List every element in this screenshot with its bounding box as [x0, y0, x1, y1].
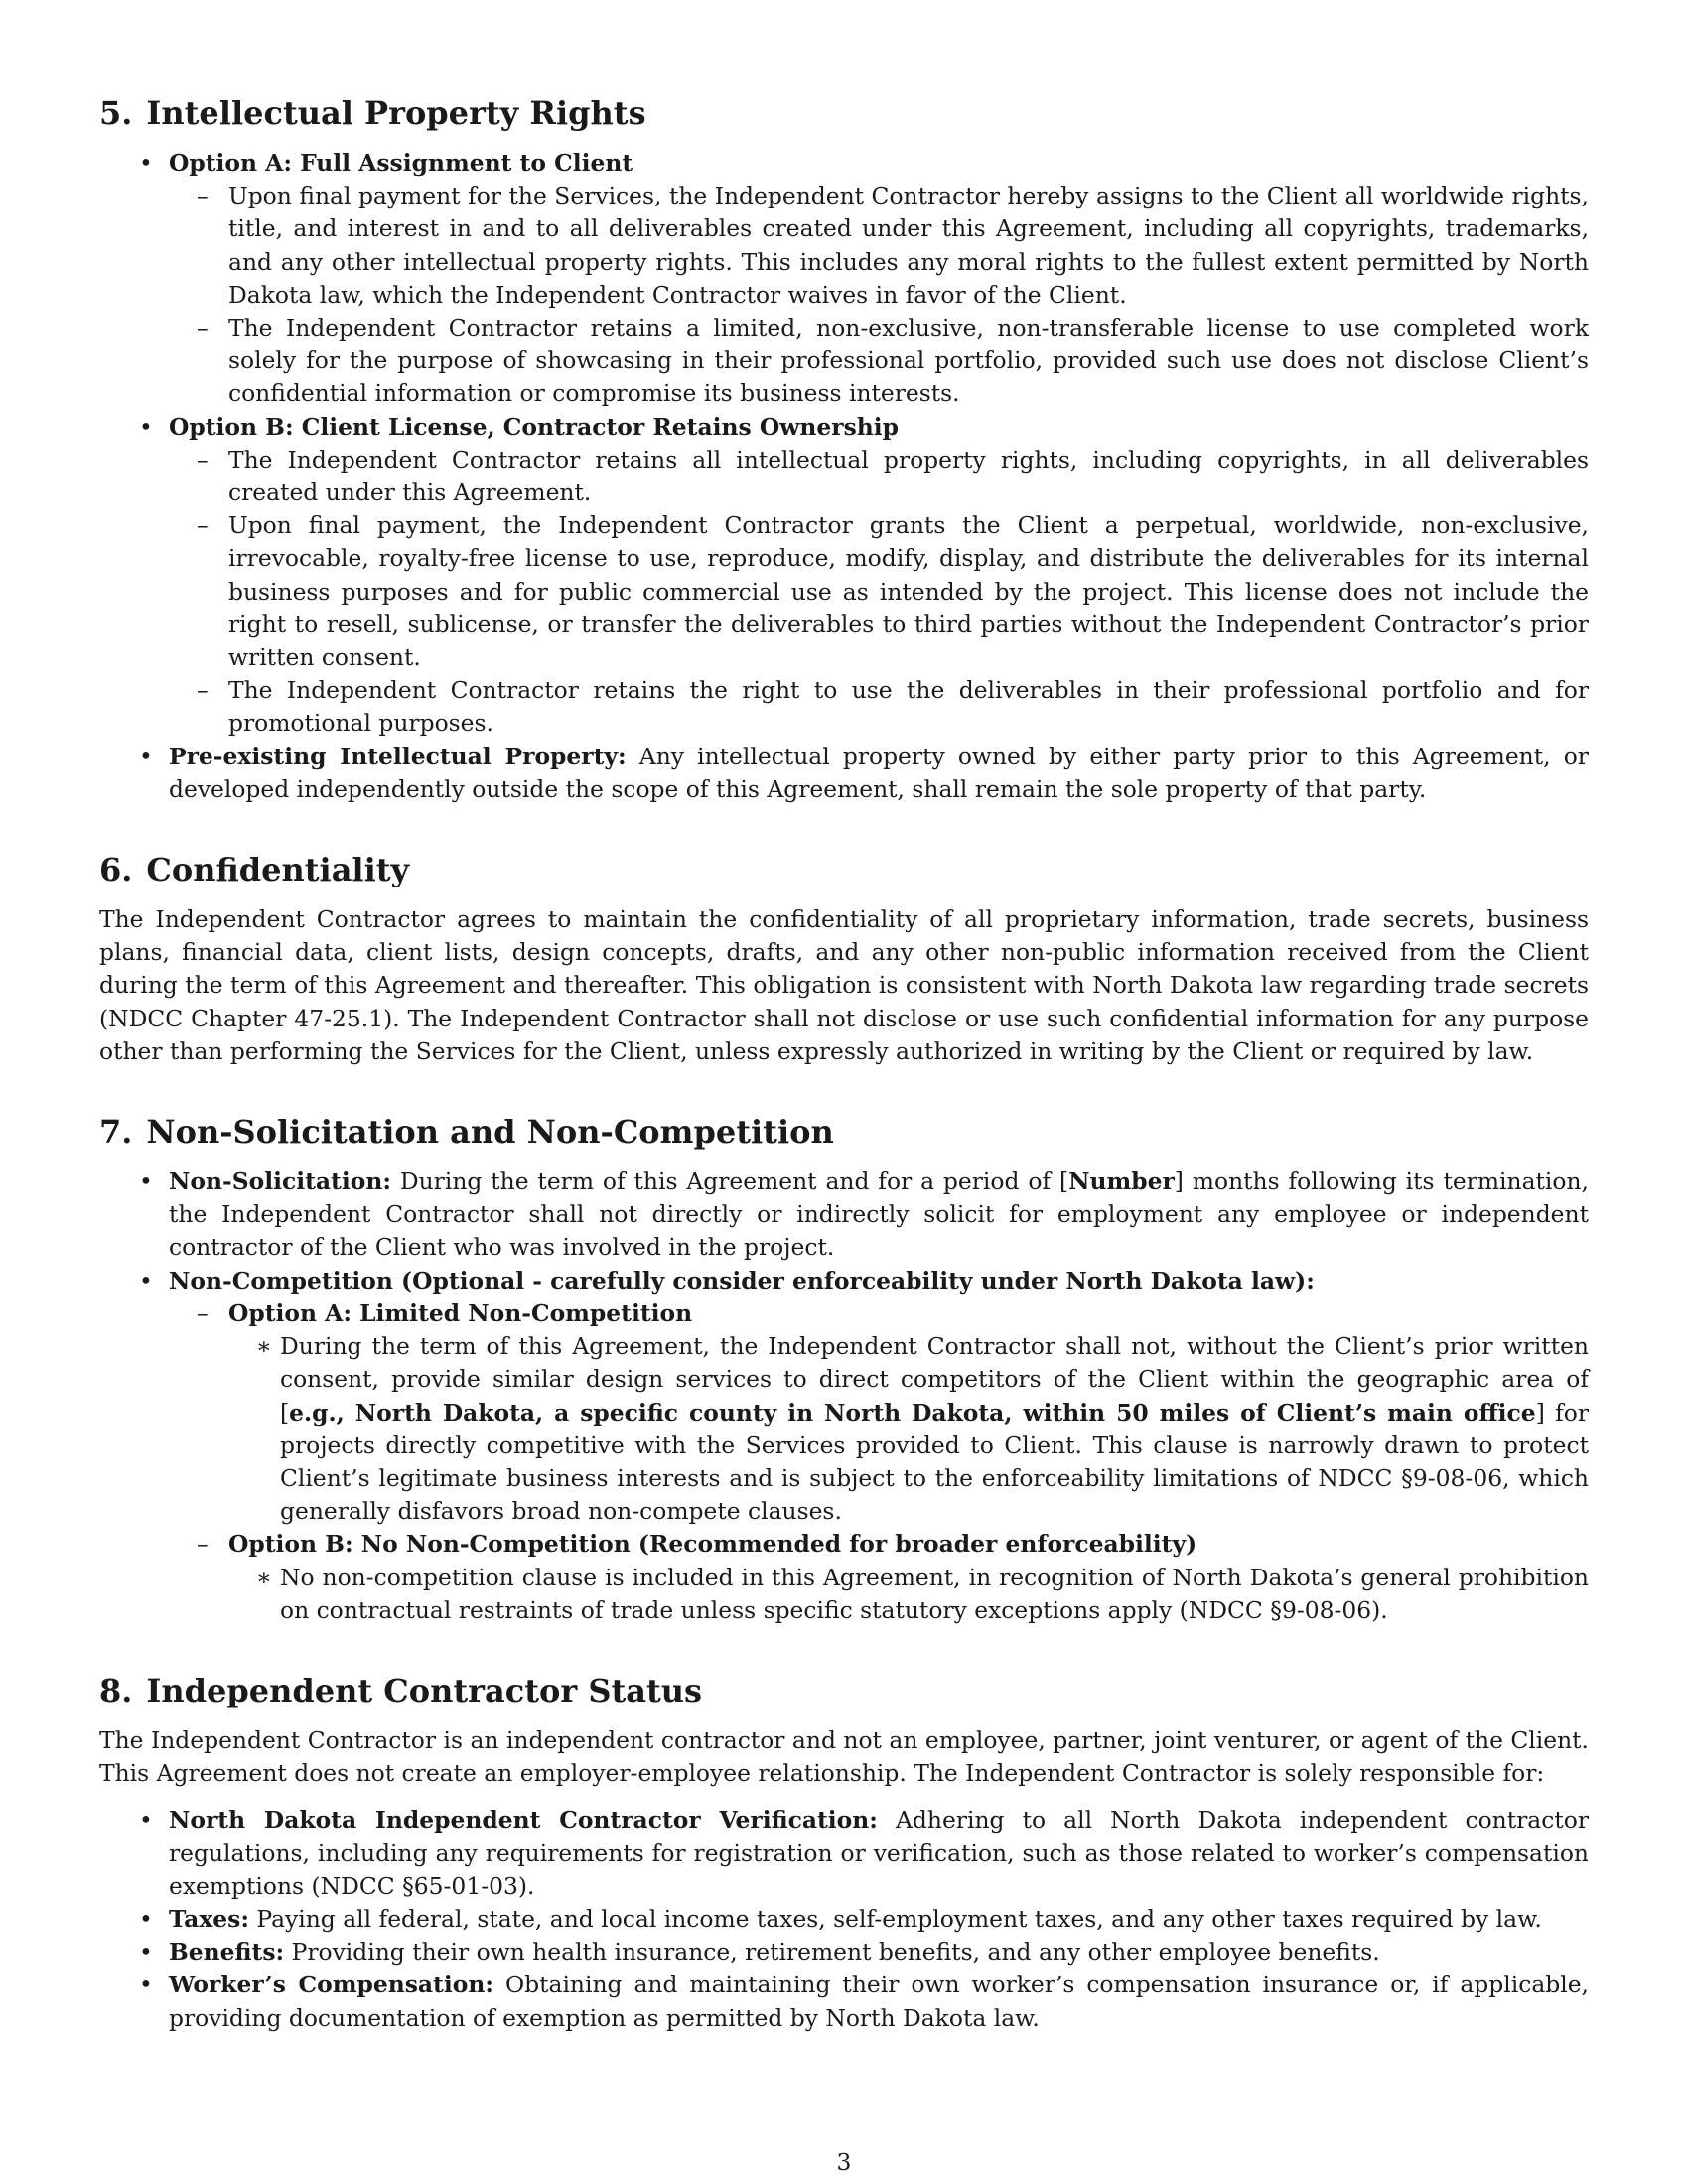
- option-a-detail-list: [228, 1330, 1589, 1528]
- page-number: 3: [836, 2148, 852, 2176]
- section-non-solicitation: [99, 1110, 1589, 1627]
- item-label: Worker’s Compensation:: [169, 1971, 493, 1999]
- list-item: – Upon final payment, the Independent Contractor grants the Client a perpetual, worldwide, non-exclusive, irrevocable, royalty-free license to use, reproduce, modify, display, and distribute the deliverables for its internal business purposes and for public commercial use as intended by the project. This license does not include the right to resell, sublicense, or transfer the deliverables to third parties without the Independent Contractor’s prior written consent.: [169, 509, 1589, 674]
- section-number: 6.: [99, 851, 133, 889]
- list-item: [99, 741, 1589, 806]
- list-item: ∗ During the term of this Agreement, the Independent Contractor shall not, without the Client’s prior written consent, provide similar design services to direct competitors of the Client within the geographic area of [e.g., North Dakota, a specific county in North Dakota, within 50 miles of Client’s main office] for projects directly competitive with the Services provided to Client. This clause is narrowly drawn to protect Client’s legitimate business interests and is subject to the enforceability limitations of NDCC §9-08-06, which generally disfavors broad non-compete clauses.: [228, 1330, 1589, 1528]
- preexisting-label: Pre-existing Intellectual Property:: [169, 742, 627, 770]
- section-heading: [99, 91, 1589, 135]
- section-title: Non-Solicitation and Non-Competition: [146, 1113, 834, 1152]
- non-competition-sublist: [169, 1297, 1589, 1627]
- contractor-status-intro: The Independent Contractor is an independent contractor and not an employee, partner, joint venturer, or agent of the Client. This Agreement does not create an employer-employee relationship. The Independent Contractor is solely responsible for:: [99, 1725, 1589, 1788]
- list-item: – The Independent Contractor retains all intellectual property rights, including copyrights, in all deliverables created under this Agreement.: [169, 444, 1589, 509]
- item-text: Adhering to all North Dakota independent contractor regulations, including any requirements for registration or verification, such as those related to worker’s compensation exemptions (NDCC §65-01-03).: [169, 1806, 1590, 1900]
- section-intellectual-property: [99, 91, 1589, 806]
- list-item: [99, 1903, 1589, 1936]
- option-a-title: Option A: Full Assignment to Client: [169, 149, 633, 177]
- option-b-sublist: [169, 444, 1589, 741]
- section-title: Intellectual Property Rights: [146, 94, 646, 132]
- section-number: 8.: [99, 1671, 133, 1709]
- option-b-title: Option B: Client License, Contractor Retains Ownership: [169, 412, 899, 441]
- section-title: Independent Contractor Status: [146, 1671, 703, 1709]
- item-label: Taxes:: [169, 1904, 249, 1933]
- list-item: [99, 411, 1589, 741]
- item-text: Obtaining and maintaining their own worker’s compensation insurance or, if applicable, providing documentation of exemption as permitted by North Dakota law.: [169, 1971, 1589, 2032]
- item-text: Paying all federal, state, and local income taxes, self-employment taxes, and any other taxes required by law.: [256, 1904, 1542, 1933]
- preexisting-text: Any intellectual property owned by either party prior to this Agreement, or developed independently outside the scope of this Agreement, shall remain the sole property of that party.: [169, 742, 1589, 803]
- non-solicitation-label: Non-Solicitation:: [169, 1167, 391, 1196]
- section-heading: [99, 848, 1589, 891]
- responsibilities-list: [99, 1804, 1589, 2034]
- option-a-title: Option A: Limited Non-Competition: [228, 1298, 693, 1327]
- list-item: [169, 1297, 1589, 1528]
- section-heading: [99, 1110, 1589, 1154]
- list-item: – The Independent Contractor retains the right to use the deliverables in their professional portfolio and for promotional purposes.: [169, 674, 1589, 740]
- option-b-title: Option B: No Non-Competition (Recommended for broader enforceability): [228, 1530, 1197, 1559]
- section-heading: [99, 1669, 1589, 1712]
- document-page: [99, 91, 1589, 2035]
- confidentiality-paragraph: The Independent Contractor agrees to maintain the confidentiality of all proprietary information, trade secrets, business plans, financial data, client lists, design concepts, drafts, and any other non-public information received from the Client during the term of this Agreement and thereafter. This obligation is consistent with North Dakota law regarding trade secrets (NDCC Chapter 47-25.1). The Independent Contractor shall not disclose or use such confidential information for any purpose other than performing the Services for the Client, unless expressly authorized in writing by the Client or required by law.: [99, 905, 1589, 1065]
- item-label: North Dakota Independent Contractor Verification:: [169, 1806, 878, 1835]
- number-placeholder: Number: [1068, 1167, 1175, 1196]
- non-solicitation-text: During the term of this Agreement and for a period of: [399, 1167, 1059, 1196]
- list-item: – Upon final payment for the Services, the Independent Contractor hereby assigns to the Client all worldwide rights, title, and interest in and to all deliverables created under this Agreement, including all copyrights, trademarks, and any other intellectual property rights. This includes any moral rights to the fullest extent permitted by North Dakota law, which the Independent Contractor waives in favor of the Client.: [169, 180, 1589, 312]
- list-item: – The Independent Contractor retains a limited, non-exclusive, non-transferable license to use completed work solely for the purpose of showcasing in their professional portfolio, provided such use does not disclose Client’s confidential information or compromise its business interests.: [169, 312, 1589, 411]
- non-solicitation-list: [99, 1165, 1589, 1627]
- geographic-area-placeholder: e.g., North Dakota, a specific county in North Dakota, within 50 miles of Client’s main office: [289, 1398, 1536, 1427]
- list-item: [99, 1969, 1589, 2034]
- section-title: Confidentiality: [146, 851, 410, 889]
- list-item: • Non-Solicitation: During the term of this Agreement and for a period of [Number] months following its termination, the Independent Contractor shall not directly or indirectly solicit for employment any employee or independent contractor of the Client who was involved in the project.: [99, 1165, 1589, 1265]
- non-solicitation-text-cont: months following its termination, the Independent Contractor shall not directly or indirectly solicit for employment any employee or independent contractor of the Client who was involved in the project.: [169, 1167, 1589, 1262]
- item-label: Benefits:: [169, 1938, 285, 1967]
- option-a-text: During the term of this Agreement, the Independent Contractor shall not, without the Client’s prior written consent, provide similar design services to direct competitors of the Client within the geographic area of: [280, 1332, 1589, 1394]
- list-item: ∗ No non-competition clause is included in this Agreement, in recognition of North Dakota’s general prohibition on contractual restraints of trade unless specific statutory exceptions apply (NDCC §9-08-06).: [228, 1562, 1589, 1627]
- option-a-text-cont: for projects directly competitive with the Services provided to Client. This clause is narrowly drawn to protect Client’s legitimate business interests and is subject to the enforceability limitations of NDCC §9-08-06, which generally disfavors broad non-compete clauses.: [280, 1398, 1589, 1526]
- non-competition-label: Non-Competition (Optional - carefully consider enforceability under North Dakota law):: [169, 1266, 1315, 1295]
- ip-options-list: [99, 147, 1589, 806]
- option-b-detail-list: [228, 1562, 1589, 1627]
- section-confidentiality: [99, 848, 1589, 1068]
- section-number: 5.: [99, 94, 133, 132]
- list-item: [99, 1265, 1589, 1627]
- section-number: 7.: [99, 1113, 133, 1152]
- section-contractor-status: [99, 1669, 1589, 2035]
- list-item: [99, 1936, 1589, 1969]
- list-item: [99, 1804, 1589, 1903]
- list-item: [99, 147, 1589, 411]
- option-a-sublist: [169, 180, 1589, 410]
- item-text: Providing their own health insurance, retirement benefits, and any other employee benefits.: [291, 1938, 1380, 1967]
- list-item: [169, 1528, 1589, 1627]
